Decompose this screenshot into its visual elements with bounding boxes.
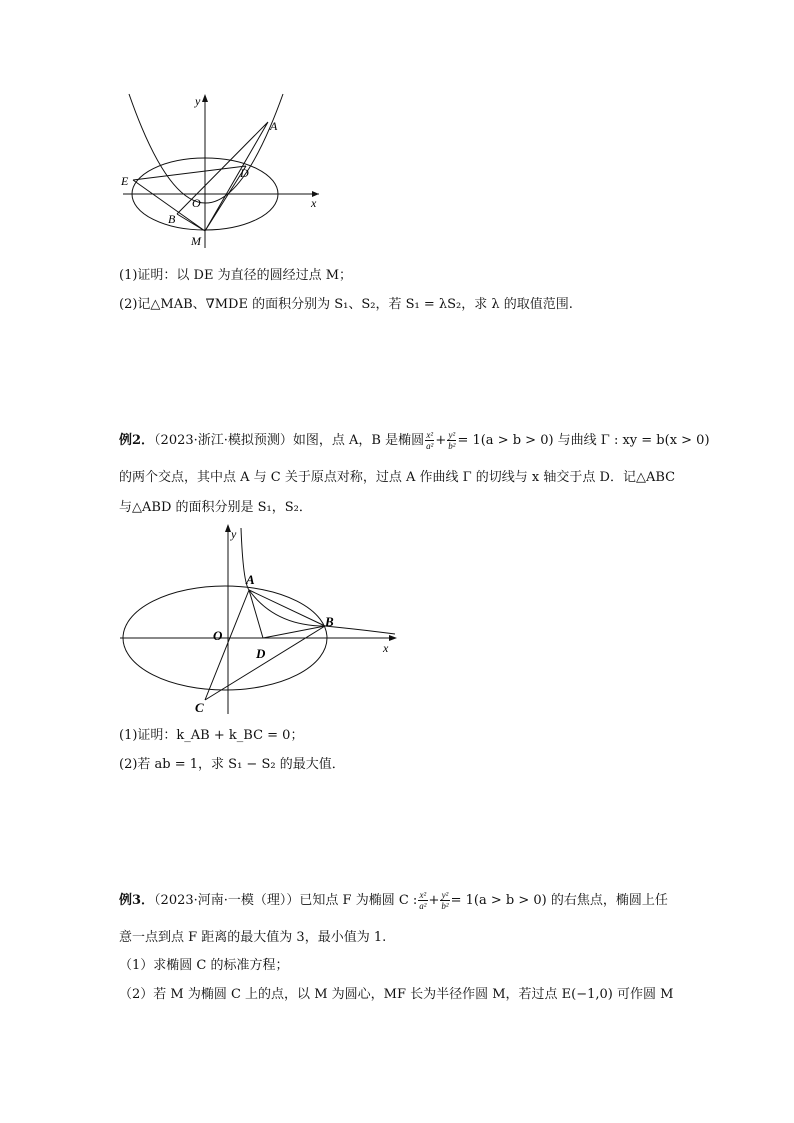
example3-source: （2023·河南·一模（理）） [154,893,300,908]
example3-frac2-den: b² [441,901,449,911]
label-b: B [168,212,176,226]
label-x: x [311,196,317,210]
example2-frac1-den: a² [426,441,434,451]
label-m: M [191,234,201,248]
example3-intro-a: 已知点 F 为椭圆 C : [299,893,418,908]
label-y: y [231,527,237,541]
y-axis-arrow [202,94,208,102]
label-x: x [383,641,389,655]
example3-frac1 [418,890,427,911]
label-a: A [270,119,278,133]
label-o: O [192,196,201,210]
example2-line3: 与△ABD 的面积分别是 S₁，S₂． [119,500,312,515]
example3-line2: 意一点到点 F 距离的最大值为 3，最小值为 1. [119,930,387,945]
example3-question2: （2）若 M 为椭圆 C 上的点，以 M 为圆心，MF 长为半径作圆 M，若过点 E(−1,0) 可作圆 M [119,987,674,1002]
example3-title: 例3． [119,893,155,908]
example2-frac1-num: x² [426,430,434,440]
example2-frac1 [425,430,434,451]
label-c: C [195,700,204,715]
figure-1 [115,90,330,250]
example3-question1: （1）求椭圆 C 的标准方程； [119,958,289,973]
example2-frac2-num: y² [448,430,456,440]
example3-frac1-den: a² [419,901,427,911]
example3-intro-b: = 1(a > b > 0) 的右焦点，椭圆上任 [450,893,668,908]
example2-question1: (1)证明：k_AB + k_BC = 0； [119,728,304,743]
parabola [129,94,283,203]
example2-intro-b: = 1(a > b > 0) 与曲线 Γ : xy = b(x > 0) [457,433,710,448]
label-d: D [256,646,266,661]
example3-plus: + [428,893,440,908]
example2-title: 例2． [119,433,155,448]
figure-2 [115,522,405,717]
example3-frac2 [440,890,449,911]
example2-intro-a: 如图，点 A，B 是椭圆 [292,433,425,448]
example3-frac1-num: x² [419,890,427,900]
label-b: B [325,614,334,629]
example2-question2: (2)若 ab = 1，求 S₁ − S₂ 的最大值． [119,757,345,772]
label-a: A [246,572,255,587]
example2-plus: + [435,433,447,448]
example2-frac2 [447,430,456,451]
x-axis-arrow [389,635,397,641]
label-e: E [121,174,129,188]
example2-frac2-den: b² [448,441,456,451]
example3-frac2-num: y² [441,890,449,900]
example3-line1 [119,890,668,911]
example2-line2: 的两个交点，其中点 A 与 C 关于原点对称，过点 A 作曲线 Γ 的切线与 x 轴交于点 D．记△ABC [119,470,676,485]
hyperbola [241,528,395,634]
label-d: D [240,166,249,180]
example1-question2: (2)记△MAB、∇MDE 的面积分别为 S₁、S₂，若 S₁ = λS₂，求 λ 的取值范围. [119,297,573,312]
label-y: y [195,94,201,108]
example2-line1 [119,430,710,451]
example1-question1: (1)证明：以 DE 为直径的圆经过点 M； [119,268,353,283]
label-o: O [213,628,223,643]
example2-source: （2023·浙江·模拟预测） [154,433,293,448]
